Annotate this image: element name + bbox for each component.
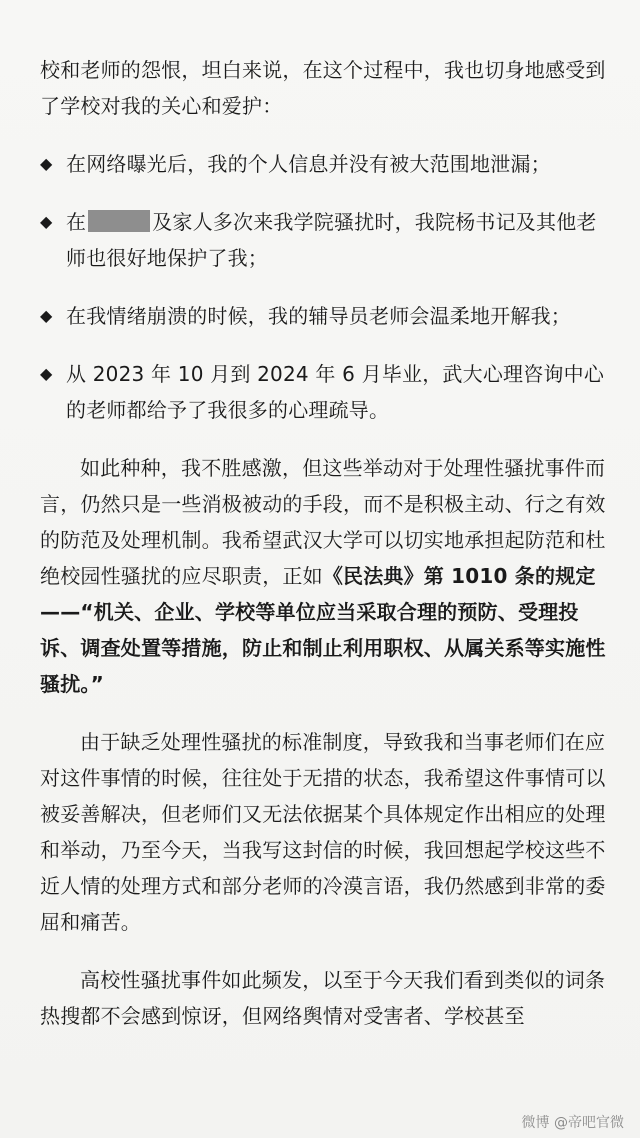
paragraph-3: 高校性骚扰事件如此频发，以至于今天我们看到类似的词条热搜都不会感到惊讶，但网络舆情对受害者、学校甚至 [40,968,606,1028]
bullet-item-3 [40,298,614,334]
bullet-text-4: 从 2023 年 10 月到 2024 年 6 月毕业，武大心理咨询中心的老师都给予了我很多的心理疏导。 [66,362,605,422]
paragraph-2: 由于缺乏处理性骚扰的标准制度，导致我和当事老师们在应对这件事情的时候，往往处于无措的状态，我希望这件事情可以被妥善解决，但老师们又无法依据某个具体规定作出相应的处理和举动，乃至今天，当我写这封信的时候，我回想起学校这些不近人情的处理方式和部分老师的冷漠言语，我仍然感到非常的委屈和痛苦。 [40,730,606,934]
diamond-bullet-icon: ◆ [40,306,53,325]
civil-code-quote: 《民法典》第 1010 条的规定——“机关、企业、学校等单位应当采取合理的预防、受理投诉、调查处置等措施，防止和制止利用职权、从属关系等实施性骚扰。” [40,564,606,696]
diamond-bullet-icon: ◆ [40,212,53,231]
bullet-item-1 [40,146,614,182]
redacted-name-block [88,210,150,232]
bullet-text-2-pre: 在 [66,210,87,234]
intro-text: 校和老师的怨恨，坦白来说，在这个过程中，我也切身地感受到了学校对我的关心和爱护： [40,58,606,118]
bullet-item-4 [40,356,614,428]
bullet-item-2 [40,204,614,276]
diamond-bullet-icon: ◆ [40,364,53,383]
paragraph-1 [40,450,614,702]
bullet-text-2 [66,204,614,276]
bullet-text-2-post: 及家人多次来我学院骚扰时，我院杨书记及其他老师也很好地保护了我； [66,210,597,270]
weibo-watermark: 微博 @帝吧官微 [521,1115,624,1131]
bullet-text-1: 在网络曝光后，我的个人信息并没有被大范围地泄漏； [66,152,551,176]
bullet-text-3: 在我情绪崩溃的时候，我的辅导员老师会温柔地开解我； [66,304,571,328]
diamond-bullet-icon: ◆ [40,154,53,173]
letter-body [40,52,614,1056]
paragraph-1-text: 如此种种，我不胜感激，但这些举动对于处理性骚扰事件而言，仍然只是一些消极被动的手段，而不是积极主动、行之有效的防范及处理机制。我希望武汉大学可以切实地承担起防范和杜绝校园性骚扰的应尽职责，正如 [40,456,606,588]
